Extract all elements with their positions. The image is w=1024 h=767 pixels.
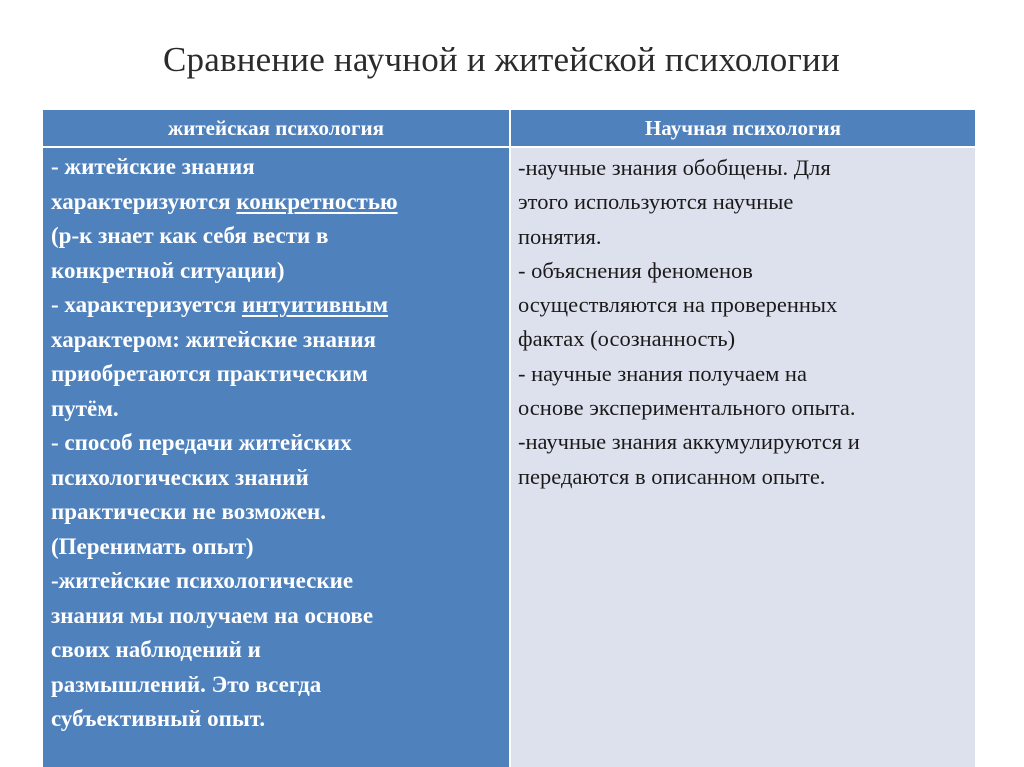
text-line: знания мы получаем на основе — [51, 602, 374, 628]
text-line: понятия. — [518, 223, 602, 249]
text-fragment: характеризуются — [51, 188, 237, 214]
text-line: характером: житейские знания — [51, 326, 376, 352]
text-line: психологических знаний — [51, 464, 309, 490]
text-line: своих наблюдений и — [51, 637, 261, 662]
text-line: практически не возможен. — [51, 499, 327, 524]
header-scientific-psychology: Научная психология — [511, 110, 975, 146]
text-line — [51, 185, 497, 220]
text-line: - способ передачи житейских — [51, 430, 352, 455]
text-line: размышлений. Это всегда — [51, 671, 322, 697]
text-line: -научные знания аккумулируются и — [518, 429, 860, 455]
comparison-table — [43, 110, 975, 767]
header-everyday-psychology: житейская психология — [43, 110, 509, 146]
cell-everyday-psychology — [43, 148, 509, 767]
text-line: основе экспериментального опыта. — [518, 395, 856, 421]
cell-scientific-psychology — [511, 148, 975, 767]
text-line: -научные знания обобщены. Для — [518, 155, 831, 180]
text-line: передаются в описанном опыте. — [518, 463, 826, 489]
text-line: (Перенимать опыт) — [51, 533, 254, 559]
text-line: - житейские знания — [51, 154, 255, 179]
text-line: (р-к знает как себя вести в — [51, 223, 329, 248]
text-line: фактах (осознанность) — [518, 326, 736, 352]
text-line: приобретаются практическим — [51, 361, 368, 386]
page-title: Сравнение научной и житейской психологии — [163, 40, 840, 79]
underlined-term: интуитивным — [241, 292, 389, 317]
text-line: конкретной ситуации) — [51, 257, 285, 283]
underlined-term: конкретностью — [236, 188, 398, 214]
text-line: субъективный опыт. — [51, 706, 266, 731]
text-line: - научные знания получаем на — [518, 360, 807, 386]
text-line — [51, 288, 497, 323]
text-line: осуществляются на проверенных — [518, 292, 838, 318]
text-line: - объяснения феноменов — [518, 257, 753, 283]
text-fragment: - характеризуется — [51, 292, 242, 317]
text-line: этого используются научные — [518, 189, 794, 215]
text-line: путём. — [51, 395, 119, 421]
text-line: -житейские психологические — [51, 568, 354, 593]
